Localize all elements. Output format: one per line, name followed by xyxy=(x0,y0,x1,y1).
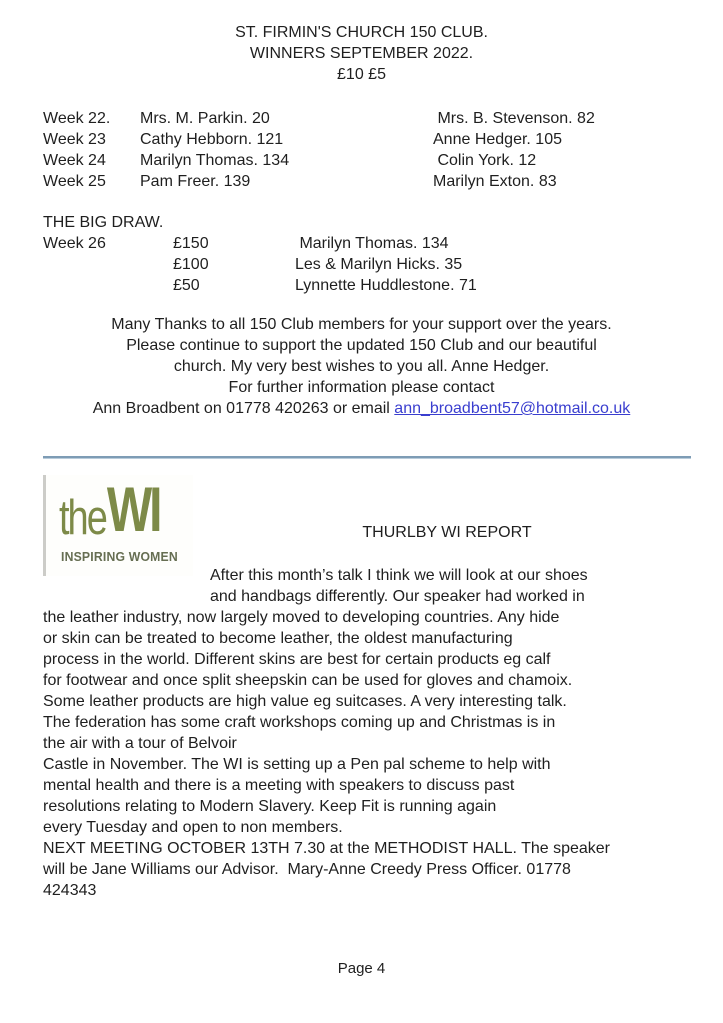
table-row xyxy=(43,129,703,150)
prize-amount: £50 xyxy=(173,277,200,294)
report-line: Castle in November. The WI is setting up a Pen pal scheme to help with xyxy=(43,756,551,773)
text-line: Many Thanks to all 150 Club members for your support over the years. xyxy=(111,316,612,333)
page-number: Page 4 xyxy=(337,960,386,977)
wi-logo xyxy=(43,475,193,576)
report-line: or skin can be treated to become leather, the oldest manufacturing xyxy=(43,630,513,647)
text-line: ST. FIRMIN'S CHURCH 150 CLUB. xyxy=(235,24,488,41)
report-line: The federation has some craft workshops coming up and Christmas is in xyxy=(43,714,556,731)
report-line: for footwear and once split sheepskin can be used for gloves and chamoix. xyxy=(43,672,573,689)
wi-logo-tagline: INSPIRING WOMEN xyxy=(61,549,178,564)
winner-name: Lynnette Huddlestone. 71 xyxy=(295,277,477,294)
section-divider xyxy=(43,456,691,459)
report-line: will be Jane Williams our Advisor. Mary-Anne Creedy Press Officer. 01778 xyxy=(43,861,571,878)
email-link[interactable]: ann_broadbent57@hotmail.co.uk xyxy=(394,400,631,417)
week-label: Week 26 xyxy=(43,235,106,252)
text-line: WINNERS SEPTEMBER 2022. xyxy=(249,45,474,62)
week-label: Week 23 xyxy=(43,131,106,148)
table-row xyxy=(43,233,703,254)
report-line: 424343 xyxy=(43,882,97,899)
report-line: Some leather products are high value eg suitcases. A very interesting talk. xyxy=(43,693,567,710)
big-draw-rows xyxy=(43,233,703,296)
thanks-block xyxy=(0,314,723,419)
winner-name-first: Cathy Hebborn. 121 xyxy=(140,131,284,148)
winner-name-second: Marilyn Exton. 83 xyxy=(433,173,557,190)
table-row xyxy=(43,254,703,275)
winners-table xyxy=(43,108,703,192)
report-line: the air with a tour of Belvoir xyxy=(43,735,237,752)
report-line: After this month’s talk I think we will look at our shoes xyxy=(210,567,588,584)
wi-logo-wordmark xyxy=(59,475,160,546)
week-label: Week 22. xyxy=(43,110,111,127)
club-header xyxy=(0,22,723,85)
contact-text: Ann Broadbent on 01778 420263 or email xyxy=(92,400,395,417)
wi-logo-wi: WI xyxy=(106,475,160,546)
winner-name-first: Pam Freer. 139 xyxy=(140,173,251,190)
wi-report-body xyxy=(43,565,703,901)
report-line: and handbags differently. Our speaker had worked in xyxy=(210,588,585,605)
winner-name-second: Colin York. 12 xyxy=(433,152,537,169)
table-row xyxy=(43,150,703,171)
prize-amount: £100 xyxy=(173,256,209,273)
week-label: Week 24 xyxy=(43,152,106,169)
text-line: For further information please contact xyxy=(228,379,495,396)
winner-name-first: Mrs. M. Parkin. 20 xyxy=(140,110,270,127)
contact-line xyxy=(0,398,723,419)
big-draw-section xyxy=(43,212,703,296)
report-line: every Tuesday and open to non members. xyxy=(43,819,343,836)
winner-name-second: Anne Hedger. 105 xyxy=(433,131,562,148)
report-line: mental health and there is a meeting with speakers to discuss past xyxy=(43,777,515,794)
text-line: church. My very best wishes to you all. Anne Hedger. xyxy=(173,358,550,375)
report-line: the leather industry, now largely moved to developing countries. Any hide xyxy=(43,609,560,626)
winner-name: Marilyn Thomas. 134 xyxy=(295,235,449,252)
table-row xyxy=(43,171,703,192)
report-line: NEXT MEETING OCTOBER 13TH 7.30 at the METHODIST HALL. The speaker xyxy=(43,840,611,857)
text-line: £10 £5 xyxy=(337,66,386,83)
prize-amount: £150 xyxy=(173,235,209,252)
table-row xyxy=(43,275,703,296)
wi-logo-the: the xyxy=(59,491,106,546)
winner-name: Les & Marilyn Hicks. 35 xyxy=(295,256,463,273)
text-line: Please continue to support the updated 150 Club and our beautiful xyxy=(126,337,597,354)
report-line: resolutions relating to Modern Slavery. Keep Fit is running again xyxy=(43,798,497,815)
week-label: Week 25 xyxy=(43,173,106,190)
report-line: process in the world. Different skins are best for certain products eg calf xyxy=(43,651,551,668)
big-draw-title: THE BIG DRAW. xyxy=(43,214,164,231)
winner-name-first: Marilyn Thomas. 134 xyxy=(140,152,290,169)
winner-name-second: Mrs. B. Stevenson. 82 xyxy=(433,110,595,127)
wi-report-heading: THURLBY WI REPORT xyxy=(362,524,532,541)
table-row xyxy=(43,108,703,129)
